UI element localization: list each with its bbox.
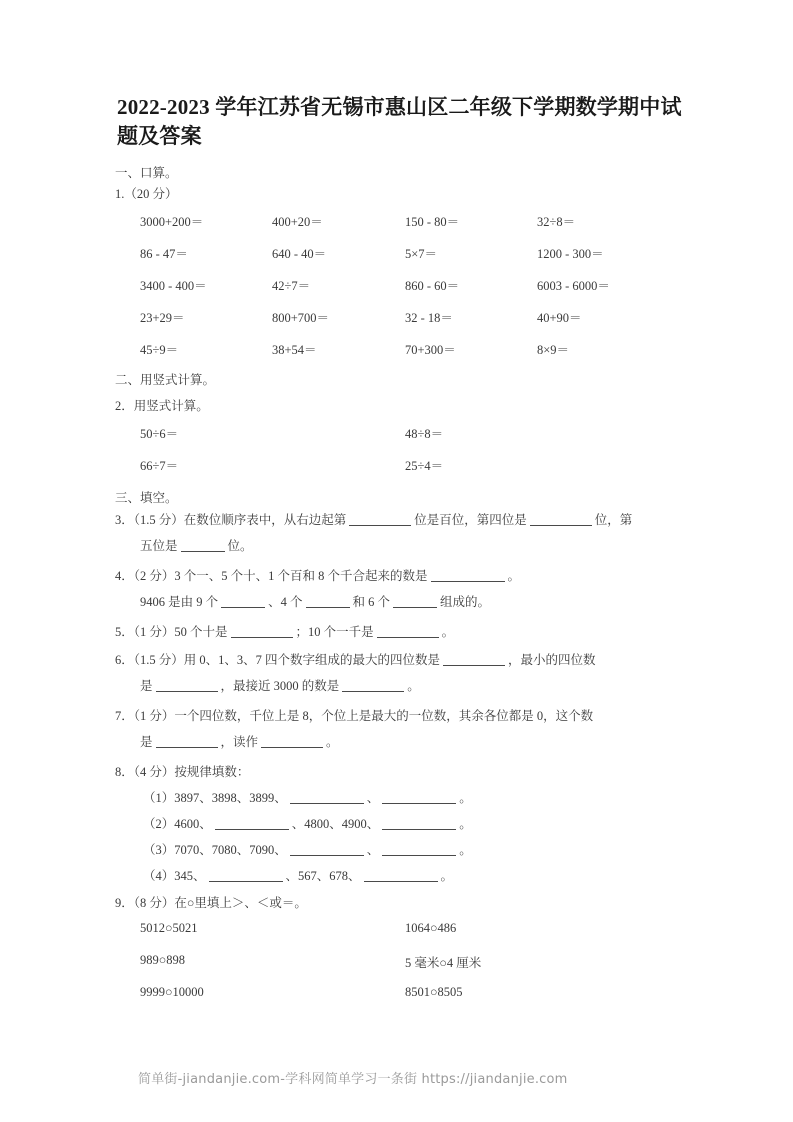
q6-blank-2[interactable]: [156, 691, 218, 692]
question-8-label: 8．（4 分）按规律填数：: [115, 765, 250, 779]
q6-text-e: ，最接近 3000 的数是: [220, 679, 340, 693]
q5-text-b: ；10 个一千是: [295, 625, 374, 639]
q8-3-mid: 、: [366, 843, 380, 857]
q8-4-pre: （4）345、: [143, 869, 206, 883]
q1-expr: 86 - 47＝: [140, 247, 188, 261]
q5-number: 5．: [115, 625, 134, 639]
q7-text-c: ，读作: [220, 735, 259, 749]
q6-text-b: 是: [427, 653, 441, 667]
q8-3-pre: （3）7070、7080、7090、: [143, 843, 287, 857]
q5-text-c: 。: [441, 625, 455, 639]
q6-text-a: （1.5 分）用 0、1、3、7 四个数字组成的最大的四位数: [133, 653, 428, 667]
question-6-line2: [140, 676, 420, 694]
question-8-item-4: [143, 866, 453, 884]
section-heading-fill-blank: 三、填空。: [115, 491, 178, 505]
q1-expr: 860 - 60＝: [405, 279, 460, 293]
q4-text-b: 。: [507, 569, 521, 583]
q8-2-post: 。: [459, 817, 472, 831]
q8-1-mid: 、: [366, 791, 380, 805]
q8-2-blank-2[interactable]: [382, 829, 456, 830]
q8-3-blank-2[interactable]: [382, 855, 456, 856]
q4-number: 4．: [115, 569, 134, 583]
q3-text-a: （1.5 分）在数位顺序表中，从右边起第: [133, 513, 347, 527]
question-8-item-2: [143, 814, 472, 832]
q1-expr: 32 - 18＝: [405, 311, 453, 325]
question-3-line2: [140, 536, 253, 554]
q6-number: 6．: [115, 653, 134, 667]
q1-expr: 6003 - 6000＝: [537, 279, 610, 293]
question-4: [115, 566, 520, 584]
q6-blank-1[interactable]: [443, 665, 505, 666]
q3-number: 3．: [115, 513, 134, 527]
q6-blank-3[interactable]: [342, 691, 404, 692]
q8-1-pre: （1）3897、3898、3899、: [143, 791, 287, 805]
question-2-label: 2．用竖式计算。: [115, 399, 209, 413]
q8-3-blank-1[interactable]: [290, 855, 364, 856]
q1-expr: 800+700＝: [272, 311, 330, 325]
q8-1-blank-2[interactable]: [382, 803, 456, 804]
q1-expr: 40+90＝: [537, 311, 582, 325]
question-7-line2: [140, 732, 339, 750]
q3-blank-1[interactable]: [349, 525, 411, 526]
q1-expr: 8×9＝: [537, 343, 570, 357]
q8-2-pre: （2）4600、: [143, 817, 212, 831]
q3-text-d: 五位是: [140, 539, 178, 553]
question-8-item-3: [143, 840, 472, 858]
q8-1-post: 。: [459, 791, 472, 805]
q8-2-blank-1[interactable]: [215, 829, 289, 830]
q7-number: 7．: [115, 709, 134, 723]
q1-expr: 42÷7＝: [272, 279, 311, 293]
q4-blank-1[interactable]: [431, 581, 505, 582]
q1-expr: 640 - 40＝: [272, 247, 327, 261]
q9-compare: 5012○5021: [140, 921, 198, 935]
q1-expr: 5×7＝: [405, 247, 438, 261]
q1-expr: 45÷9＝: [140, 343, 179, 357]
q3-text-c: 位，第: [594, 513, 633, 527]
q1-expr: 70+300＝: [405, 343, 456, 357]
footer-watermark: 简单街-jiandanjie.com-学科网简单学习一条街 https://jiandanjie.com: [138, 1072, 568, 1087]
question-9-label: 9．（8 分）在○里填上＞、＜或＝。: [115, 896, 307, 910]
q9-compare: 8501○8505: [405, 985, 463, 999]
q9-compare: 989○898: [140, 953, 186, 967]
q4-text-f: 组成的。: [440, 595, 491, 609]
q1-expr: 150 - 80＝: [405, 215, 460, 229]
q7-text-a: （1 分）一个四位数，千位上是 8，个位上是最大的一位数，其余各位都是 0，这个数: [133, 709, 594, 723]
q7-blank-1[interactable]: [156, 747, 218, 748]
q6-text-c: ，最小的四位数: [508, 653, 596, 667]
q1-expr: 23+29＝: [140, 311, 185, 325]
q7-text-d: 。: [326, 735, 339, 749]
q7-blank-2[interactable]: [261, 747, 323, 748]
q9-compare: 5 毫米○4 厘米: [405, 956, 482, 970]
q5-text-a: （1 分）50 个十是: [133, 625, 228, 639]
q3-blank-2[interactable]: [530, 525, 592, 526]
q4-text-d: 、4 个: [268, 595, 303, 609]
section-heading-oral-calc: 一、口算。: [115, 166, 178, 180]
page-title: 2022-2023 学年江苏省无锡市惠山区二年级下学期数学期中试题及答案: [117, 95, 682, 148]
q8-4-post: 。: [440, 869, 454, 883]
q4-blank-3[interactable]: [306, 607, 350, 608]
q8-2-mid: 、4800、4900、: [291, 817, 380, 831]
q5-blank-2[interactable]: [377, 637, 439, 638]
q6-text-f: 。: [407, 679, 420, 693]
q1-expr: 38+54＝: [272, 343, 317, 357]
q2-expr: 66÷7＝: [140, 459, 179, 473]
q1-expr: 3400 - 400＝: [140, 279, 207, 293]
q1-expr: 1200 - 300＝: [537, 247, 604, 261]
question-3: [115, 510, 632, 528]
question-6: [115, 650, 596, 668]
q8-3-post: 。: [459, 843, 472, 857]
q9-compare: 9999○10000: [140, 985, 204, 999]
q3-text-b: 位是百位，第四位是: [414, 513, 527, 527]
q3-text-e: 位。: [227, 539, 253, 553]
q4-text-c: 9406 是由 9 个: [140, 595, 219, 609]
q2-expr: 25÷4＝: [405, 459, 444, 473]
q8-4-blank-1[interactable]: [209, 881, 283, 882]
q1-expr: 32÷8＝: [537, 215, 576, 229]
q4-blank-2[interactable]: [221, 607, 265, 608]
q1-expr: 3000+200＝: [140, 215, 204, 229]
question-5: [115, 622, 454, 640]
q2-expr: 50÷6＝: [140, 427, 179, 441]
q4-blank-4[interactable]: [393, 607, 437, 608]
q9-compare: 1064○486: [405, 921, 457, 935]
q3-blank-3[interactable]: [181, 551, 225, 552]
q4-text-e: 和 6 个: [352, 595, 391, 609]
q8-1-blank-1[interactable]: [290, 803, 364, 804]
q6-text-d: 是: [140, 679, 153, 693]
question-1-label: 1.（20 分）: [115, 187, 178, 201]
question-8-item-1: [143, 788, 472, 806]
q7-text-b: 是: [140, 735, 153, 749]
q4-text-a: （2 分）3 个一、5 个十、1 个百和 8 个千合起来的数是: [133, 569, 428, 583]
question-7: [115, 706, 593, 724]
q5-blank-1[interactable]: [231, 637, 293, 638]
q1-expr: 400+20＝: [272, 215, 323, 229]
q8-4-mid: 、567、678、: [285, 869, 361, 883]
q2-expr: 48÷8＝: [405, 427, 444, 441]
question-4-line2: [140, 592, 490, 610]
q8-4-blank-2[interactable]: [364, 881, 438, 882]
section-heading-vertical-calc: 二、用竖式计算。: [115, 373, 216, 387]
